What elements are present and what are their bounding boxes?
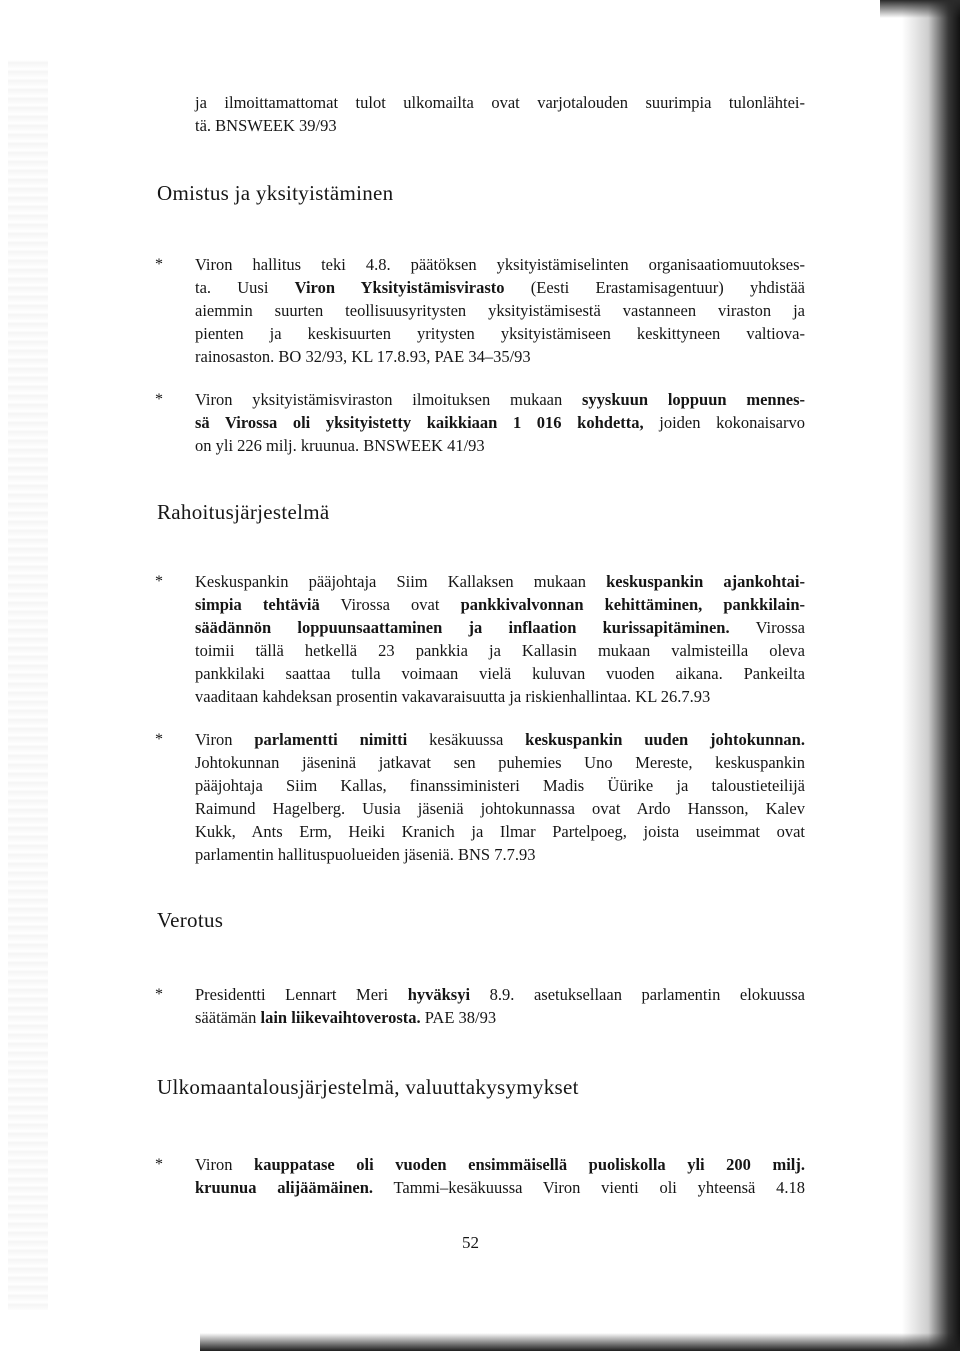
bullet-marker: * [155,986,163,1003]
scan-left-streak [8,60,48,1310]
scan-top-corner-shadow [880,0,960,18]
item-line: Viron yksityistämisviraston ilmoituksen mukaan syyskuun loppuun mennes- [195,390,805,409]
item-line: parlamentin hallituspuolueiden jäseniä. BNS 7.7.93 [195,845,536,864]
item-line: kruunua alijäämäinen. Tammi–kesäkuussa Viron vienti oli yhteensä 4.18 [195,1178,805,1197]
item-line: pääjohtaja Siim Kallas, finanssiministeri Madis Üürike ja taloustieteilijä [195,776,805,795]
section-heading-rahoitus: Rahoitusjärjestelmä [157,500,330,524]
item-line: Kukk, Ants Erm, Heiki Kranich ja Ilmar Partelpoeg, joista useimmat ovat [195,822,805,841]
scan-right-edge-shadow [902,0,960,1351]
item-line: Johtokunnan jäseninä jatkavat sen puhemies Uno Mereste, keskuspankin [195,753,805,772]
item-line: Presidentti Lennart Meri hyväksyi 8.9. asetuksellaan parlamentin elokuussa [195,985,805,1004]
item-line: rainosaston. BO 32/93, KL 17.8.93, PAE 34–35/93 [195,347,531,366]
bullet-marker: * [155,391,163,408]
item-line: Viron hallitus teki 4.8. päätöksen yksityistämiselinten organisaatiomuutokses- [195,255,805,274]
item-line: säätämän lain liikevaihtoverosta. PAE 38/93 [195,1008,497,1027]
item-line: Viron kauppatase oli vuoden ensimmäisellä puoliskolla yli 200 milj. [195,1155,805,1174]
item-line: Keskuspankin pääjohtaja Siim Kallaksen mukaan keskuspankin ajankohtai- [195,572,805,591]
item-line: sä Virossa oli yksityistetty kaikkiaan 1 016 kohdetta, joiden kokonaisarvo [195,413,805,432]
item-line: vaaditaan kahdeksan prosentin vakavaraisuutta ja riskienhallintaa. KL 26.7.93 [195,687,711,706]
item-line: pankkilaki saattaa tulla voimaan vielä kuluvan vuoden aikana. Pankeilta [195,664,805,683]
item-line: simpia tehtäviä Virossa ovat pankkivalvonnan kehittäminen, pankkilain- [195,595,805,614]
item-line: toimii tällä hetkellä 23 pankkia ja Kallasin mukaan valmisteilla oleva [195,641,805,660]
bullet-marker: * [155,256,163,273]
intro-line: tä. BNSWEEK 39/93 [195,116,337,135]
page-number: 52 [462,1233,479,1252]
item-line: Viron parlamentti nimitti kesäkuussa keskuspankin uuden johtokunnan. [195,730,805,749]
section-heading-verotus: Verotus [157,908,224,932]
item-line: aiemmin suurten teollisuusyritysten yksityistämisestä vastanneen viraston ja [195,301,805,320]
intro-line: ja ilmoittamattomat tulot ulkomailta ovat varjotalouden suurimpia tulonlähtei- [195,93,805,112]
scan-bottom-edge-shadow [200,1333,960,1351]
item-line: säädännön loppuunsaattaminen ja inflaation kurissapitäminen. Virossa [195,618,806,637]
item-line: on yli 226 milj. kruunua. BNSWEEK 41/93 [195,436,485,455]
section-heading-omistus: Omistus ja yksityistäminen [157,181,394,205]
bullet-marker: * [155,731,163,748]
item-line: pienten ja keskisuurten yritysten yksityistämiseen keskittyneen valtiova- [195,324,805,343]
item-line: Raimund Hagelberg. Uusia jäseniä johtokunnassa ovat Ardo Hansson, Kalev [195,799,805,818]
item-line: ta. Uusi Viron Yksityistämisvirasto (Eesti Erastamisagentuur) yhdistää [195,278,805,297]
bullet-marker: * [155,1156,163,1173]
section-heading-ulkomaantalous: Ulkomaantalousjärjestelmä, valuuttakysymykset [157,1075,579,1099]
bullet-marker: * [155,573,163,590]
